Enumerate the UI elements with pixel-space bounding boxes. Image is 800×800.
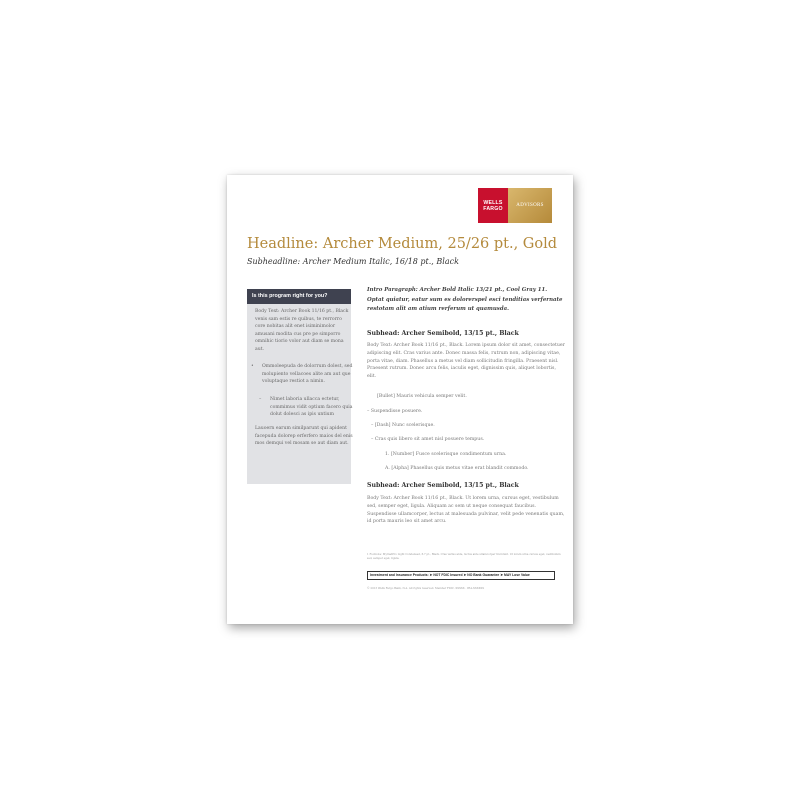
wells-fargo-advisors-logo bbox=[478, 188, 552, 223]
headline: Headline: Archer Medium, 25/26 pt., Gold bbox=[247, 236, 558, 252]
subhead-2: Subhead: Archer Semibold, 13/15 pt., Black bbox=[367, 482, 519, 489]
subheadline: Subheadline: Archer Medium Italic, 16/18 pt., Black bbox=[247, 257, 459, 266]
list-item-dash-3-text: Cras quis libero sit amet nisl posuere tempus. bbox=[374, 437, 485, 442]
list-item-dash-3 bbox=[371, 436, 484, 443]
logo-division-text: ADVISORS bbox=[516, 203, 544, 208]
dash-icon: – bbox=[371, 423, 375, 428]
sidebar-dash-item bbox=[259, 396, 357, 419]
investment-disclaimer-box: Investment and Insurance Products: ➤ NOT FDIC Insured ➤ NO Bank Guarantee ➤ MAY Lose Value bbox=[367, 571, 555, 580]
sidebar-bullet-item bbox=[251, 363, 357, 386]
footnote: 1 Footnote: MyriadPro Light Condensed, 6.7 pt., Black. Cras varius ante, luctus ante ullamcorper tincidunt. Ut lorem urna cursus eget, vestibulum sed, semper eget, ligula. bbox=[367, 553, 561, 560]
sidebar-body-text: Body Text: Archer Book 11/16 pt., Black venis sam estis re quibus, te rerrorro core nobitas alit enet isiminimolor amusani modita cus pre pe simporro omnihic tiorio volor aut diam se mona aut. bbox=[255, 309, 349, 352]
logo-brand-line2: FARGO bbox=[483, 205, 503, 212]
list-item-alpha: A. [Alpha] Phasellus quis metus vitae erat blandit commodo. bbox=[385, 466, 529, 471]
list-item-dash-1 bbox=[367, 408, 422, 415]
list-item-bullet: [Bullet] Mauris vehicula semper velit. bbox=[377, 394, 467, 399]
logo-division-block bbox=[508, 188, 552, 223]
body-text-1: Body Text: Archer Book 11/16 pt., Black. Lorem ipsum dolor sit amet, consectetuer adipiscing elit. Cras varius ante. Donec massa felis, rutrum non, adipiscing vitae, porta vitae, diam. Phasellus a metus vel diam sollicitudin fringilla. Praesent nisl. Praesent rutrum. Donec arcu felis, iaculis eget, dignissim quis, aliquet lobortis, elit. bbox=[367, 343, 565, 380]
dash-icon: – bbox=[259, 397, 262, 402]
document-page bbox=[227, 175, 573, 624]
logo-brand-block bbox=[478, 188, 508, 223]
sidebar-body-text-2: Lauoern earum similparunt qui apident facepuda dolorep erferfero maios del enis mos demqui vel mosam se aut diam aut. bbox=[255, 426, 353, 447]
sidebar-bullet-text: Ommoleepuda de dolorrum dolest, sed molupiento vellacoes alite am aut que voluptaque restiot a nimin. bbox=[262, 364, 353, 385]
sidebar-dash-text: Nimet laboria ullacca ectetur, commimus vidit optium facero quia dolut dolesci as ipis untium bbox=[270, 397, 353, 418]
copyright-line: © 2013 Wells Fargo Bank, N.A. All rights reserved. Member FDIC. XXXXX · IHA-XXXXXX bbox=[367, 587, 485, 590]
sidebar-title: Is this program right for you? bbox=[247, 289, 351, 304]
list-item-dash-2 bbox=[371, 422, 435, 429]
list-item-dash-2-text: [Dash] Nunc scelerisque. bbox=[374, 423, 435, 428]
logo-brand-line1: WELLS bbox=[483, 199, 503, 206]
dash-icon: – bbox=[367, 409, 371, 414]
body-text-2: Body Text: Archer Book 11/16 pt., Black. Ut lorem urna, cursus eget, vestibulum sed, semper eget, ligula. Aliquam ac sem ut neque consequat faucibus. Suspendisse ullamcorper, lectus at malesuada pulvinar, velit pede venenatis quam, id porta mauris leo sit amet arcu. bbox=[367, 496, 565, 525]
intro-paragraph: Intro Paragraph: Archer Bold Italic 13/21 pt., Cool Gray 11. Optat quiatur, eatur sum es dolorerspel esci tenditias verfernate restotam alit am atium rerferum ut quamusda. bbox=[367, 287, 563, 313]
list-item-number: 1. [Number] Fusce scelerisque condimentum urna. bbox=[385, 452, 507, 457]
bullet-icon: • bbox=[251, 364, 254, 369]
sidebar-box bbox=[247, 289, 351, 484]
dash-icon: – bbox=[371, 437, 375, 442]
subhead-1: Subhead: Archer Semibold, 13/15 pt., Black bbox=[367, 330, 519, 337]
list-item-dash-1-text: Suspendisse posuere. bbox=[370, 409, 423, 414]
